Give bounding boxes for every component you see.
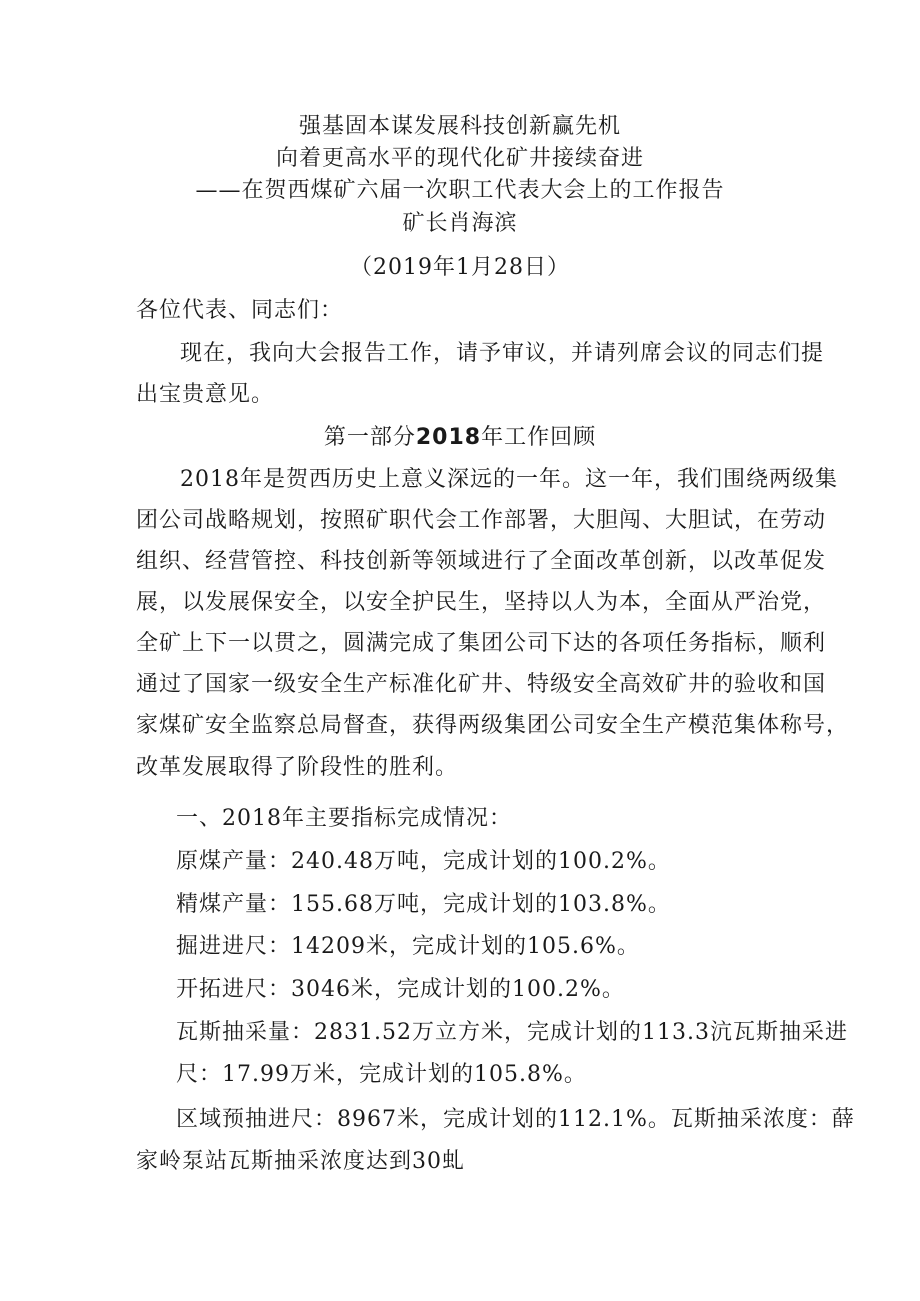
indicator-gas-footage: 尺：17.99万米，完成计划的105.8%。 bbox=[176, 1062, 587, 1087]
opening-line-1: 现在，我向大会报告工作，请予审议，并请列席会议的同志们提 bbox=[180, 341, 825, 366]
last-paragraph-line-1: 区域预抽进尺：8967米，完成计划的112.1%。瓦斯抽采浓度：薛 bbox=[176, 1107, 855, 1132]
title-line-1: 强基固本谋发展科技创新赢先机 bbox=[298, 114, 621, 139]
review-line-6: 通过了国家一级安全生产标准化矿井、特级安全高效矿井的验收和国 bbox=[136, 672, 827, 697]
speaker-name: 矿长肖海滨 bbox=[402, 211, 518, 236]
indicator-development: 开拓进尺：3046米，完成计划的100.2%。 bbox=[176, 977, 625, 1002]
review-line-8: 改革发展取得了阶段性的胜利。 bbox=[136, 755, 459, 780]
last-paragraph-line-2: 家岭泵站瓦斯抽采浓度达到30虬 bbox=[136, 1149, 465, 1174]
indicators-heading: 一、2018年主要指标完成情况： bbox=[176, 806, 512, 831]
report-date: （2019年1月28日） bbox=[350, 255, 570, 280]
title-line-2: 向着更高水平的现代化矿井接续奋进 bbox=[275, 146, 644, 171]
report-subtitle: ——在贺西煤矿六届一次职工代表大会上的工作报告 bbox=[195, 178, 725, 203]
review-line-7: 家煤矿安全监察总局督查，获得两级集团公司安全生产模范集体称号， bbox=[136, 713, 850, 738]
indicator-gas-extraction: 瓦斯抽采量：2831.52万立方米，完成计划的113.3沆瓦斯抽采进 bbox=[176, 1020, 848, 1045]
review-line-3: 组织、经营管控、科技创新等领域进行了全面改革创新，以改革促发 bbox=[136, 549, 827, 574]
section-heading-year: 2018 bbox=[415, 425, 482, 450]
section-heading-prefix: 第一部分 bbox=[323, 425, 416, 450]
review-line-2: 团公司战略规划，按照矿职代会工作部署，大胆闯、大胆试，在劳动 bbox=[136, 508, 827, 533]
indicator-raw-coal: 原煤产量：240.48万吨，完成计划的100.2%。 bbox=[176, 849, 671, 874]
review-line-4: 展，以发展保安全，以安全护民生，坚持以人为本，全面从严治党， bbox=[136, 590, 827, 615]
section-heading-suffix: 年工作回顾 bbox=[481, 425, 597, 450]
review-line-1: 2018年是贺西历史上意义深远的一年。这一年，我们围绕两级集 bbox=[180, 467, 838, 492]
opening-line-2: 出宝贵意见。 bbox=[136, 382, 275, 407]
section-heading bbox=[0, 423, 920, 453]
indicator-clean-coal: 精煤产量：155.68万吨，完成计划的103.8%。 bbox=[176, 892, 671, 917]
review-line-5: 全矿上下一以贯之，圆满完成了集团公司下达的各项任务指标，顺利 bbox=[136, 631, 827, 656]
salutation: 各位代表、同志们： bbox=[136, 298, 344, 323]
indicator-tunneling: 掘进进尺：14209米，完成计划的105.6%。 bbox=[176, 934, 640, 959]
